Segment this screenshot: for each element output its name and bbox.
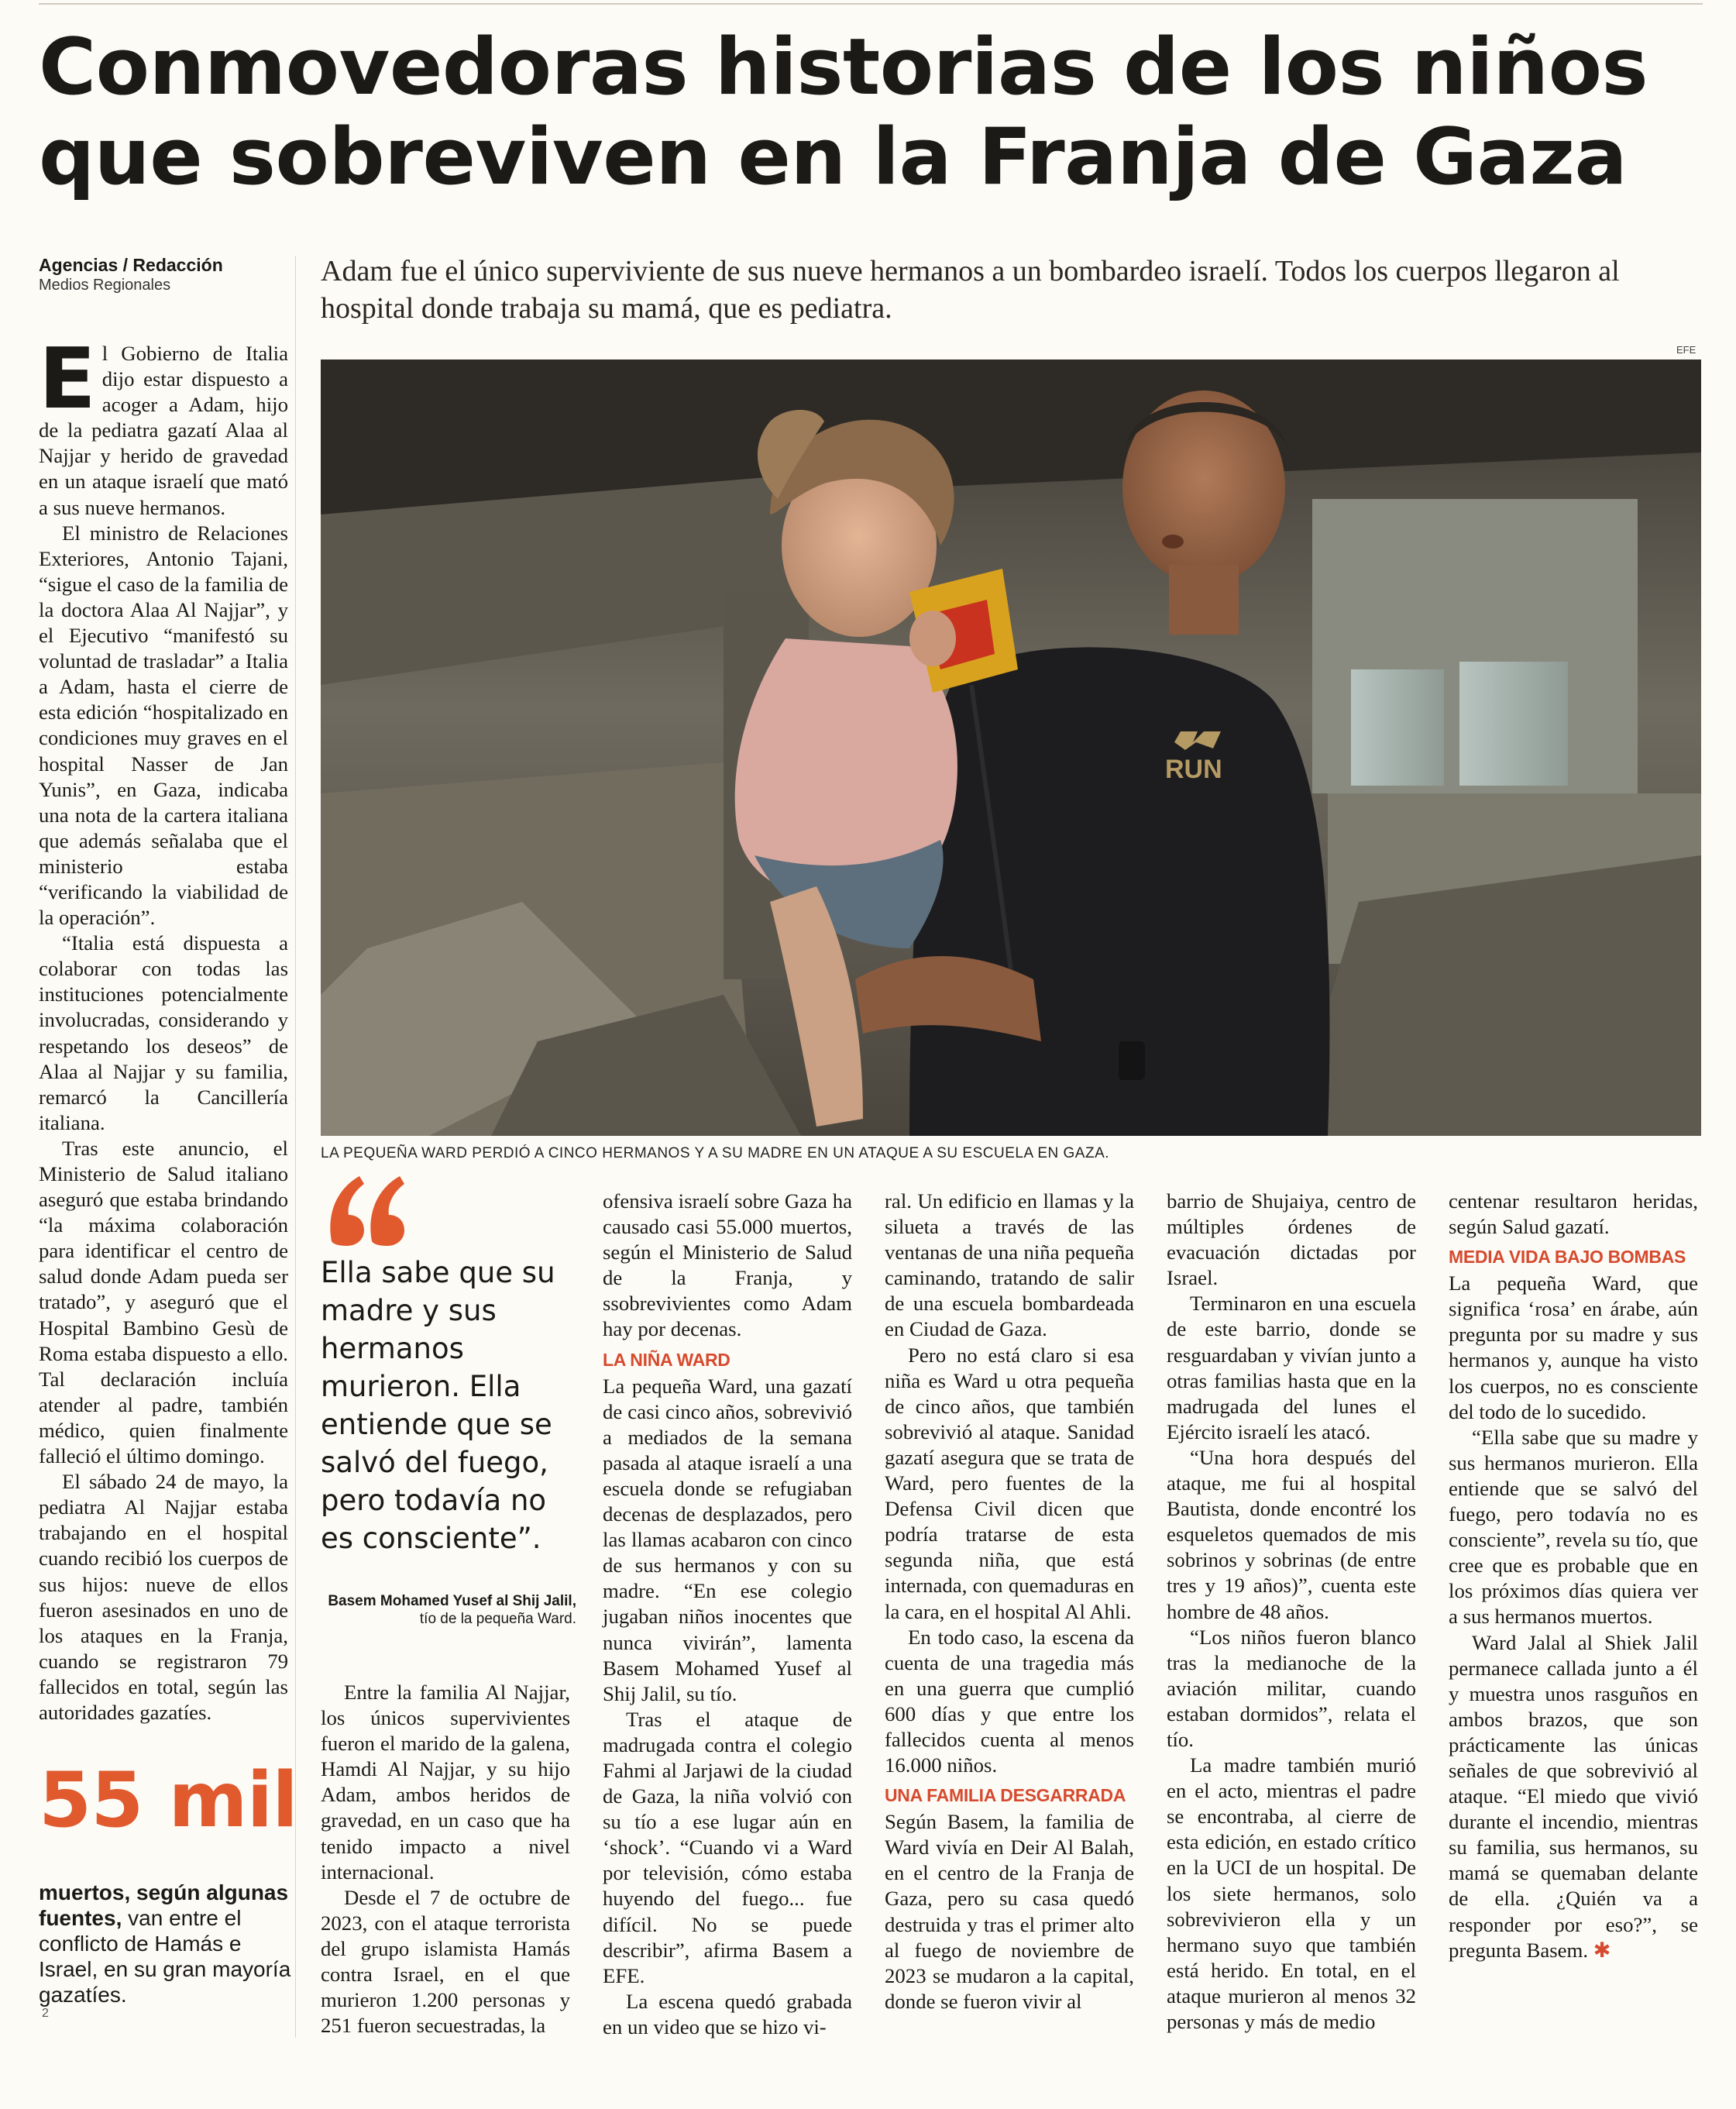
headline-line-2: que sobreviven en la Franja de Gaza xyxy=(39,111,1628,202)
stat-number: 55 mil xyxy=(39,1756,297,1845)
headline xyxy=(39,22,1712,201)
paragraph: Tras este anuncio, el Ministerio de Salud italiano aseguró que estaba brindando “la máxima colaboración para identificar el centro de salud donde Adam pueda ser tratado”, y aseguró que el Hospital Bambino Gesù de Roma estaba dispuesto a ello. Tal declaración incluía atender al padre, también médico, quien finalmente falleció el último domingo. xyxy=(39,1136,288,1468)
paragraph xyxy=(1449,1630,1698,1963)
paragraph: “Una hora después del ataque, me fui al hospital Bautista, donde encontré los esqueletos quemados de mis sobrinos y sobrinas (de entre tres y 19 años)”, cuenta este hombre de 48 años. xyxy=(1167,1445,1416,1623)
paragraph: La pequeña Ward, que significa ‘rosa’ en árabe, aún pregunta por su madre y sus hermanos y, aunque ha visto los cuerpos, no es consciente del todo de lo sucedido. xyxy=(1449,1271,1698,1423)
paragraph: Tras el ataque de madrugada contra el colegio Fahmi al Jarjawi de la ciudad de Gaza, la niña volvió con su tío a ese lugar aún en ‘shock’. “Cuando vi a Ward por televisión, cómo estaba huyendo del fuego... fue difícil. No se puede describir”, afirma Basem a EFE. xyxy=(603,1707,852,1987)
main-photo xyxy=(321,360,1701,1136)
subhead: Adam fue el único superviviente de sus nueve hermanos a un bombardeo israelí. Todos los cuerpos llegaron al hospital donde trabaja su mamá, que es pediatra. xyxy=(321,255,1620,325)
paragraph: Desde el 7 de octubre de 2023, con el ataque terrorista del grupo islamista Hamás contra Israel, en el que murieron 1.200 personas y 251 fueron secuestradas, la xyxy=(321,1885,570,2038)
paragraph-text: l Gobierno de Italia dijo estar dispuesto a acoger a Adam, hijo de la pediatra gazatí Alaa al Najjar y herido de gravedad en un ataque israelí que mató a sus nueve hermanos. xyxy=(39,342,288,519)
paragraph: ral. Un edificio en llamas y la silueta a través de las ventanas de una niña pequeña caminando, tratando de salir de una escuela bombardeada en Ciudad de Gaza. xyxy=(885,1189,1134,1341)
photo-caption: LA PEQUEÑA WARD PERDIÓ A CINCO HERMANOS Y A SU MADRE EN UN ATAQUE A SU ESCUELA EN GAZA. xyxy=(321,1145,1110,1161)
paragraph: En todo caso, la escena da cuenta de una tragedia más en una guerra que cumplió 600 días y que entre los fallecidos cuenta al menos 16.000 niños. xyxy=(885,1625,1134,1777)
quote-mark-icon xyxy=(325,1170,411,1247)
quote-author: Basem Mohamed Yusef al Shij Jalil, xyxy=(328,1593,576,1609)
paragraph: “Italia está dispuesta a colaborar con todas las instituciones potencialmente involucradas, considerando y respetando los deseos” de Alaa al Najjar y su familia, remarcó la Cancillería italiana. xyxy=(39,931,288,1134)
top-rule xyxy=(39,3,1703,5)
end-mark-icon: ✱ xyxy=(1593,1938,1611,1962)
stat-description xyxy=(39,1880,294,2008)
paragraph xyxy=(39,331,288,521)
article-column-6 xyxy=(1449,1189,1698,1963)
paragraph: “Ella sabe que su madre y sus hermanos murieron. Ella entiende que se salvó del fuego, pero todavía no es consciente”, revela su tío, que cree que es probable que en los próximos días quiera ver a sus hermanos muertos. xyxy=(1449,1425,1698,1629)
section-heading: LA NIÑA WARD xyxy=(603,1349,730,1370)
paragraph: La escena quedó grabada en un video que se hizo vi- xyxy=(603,1989,852,2038)
article-column-4 xyxy=(885,1189,1134,2014)
byline-author: Agencias / Redacción xyxy=(39,255,223,275)
drop-cap: E xyxy=(39,331,96,428)
stat-desc-bold: muertos, según algunas fuentes, xyxy=(39,1880,289,1930)
photo-credit: EFE xyxy=(1676,344,1696,356)
paragraph: Pero no está claro si esa niña es Ward u otra pequeña de cinco años, que también sobrevivió al ataque. Sanidad gazatí asegura que se trata de Ward, pero fuentes de la Defensa Civil dicen que podría tratarse de esta segunda niña, que está internada, con quemaduras en la cara, en el hospital Al Ahli. xyxy=(885,1343,1134,1623)
pull-quote: Ella sabe que su madre y sus hermanos murieron. Ella entiende que se salvó del fuego, pero todavía no es consciente”. xyxy=(321,1256,555,1555)
paragraph: El ministro de Relaciones Exteriores, Antonio Tajani, “sigue el caso de la familia de la doctora Alaa Al Najjar”, y el Ejecutivo “manifestó su voluntad de trasladar” a Italia a Adam, hasta el cierre de esta edición “hospitalizado en condiciones muy graves en el hospital Nasser de Jan Yunis”, en Gaza, indicaba una nota de la cartera italiana que además señalaba que el ministerio estaba “verificando la viabilidad de la operación”. xyxy=(39,521,288,930)
photo-illustration xyxy=(321,360,1701,1136)
byline-outlet: Medios Regionales xyxy=(39,277,171,294)
paragraph: barrio de Shujaiya, centro de múltiples órdenes de evacuación dictadas por Israel. xyxy=(1167,1189,1416,1290)
headline-line-1: Conmovedoras historias de los niños xyxy=(39,21,1648,112)
paragraph-text: Ward Jalal al Shiek Jalil permanece callada junto a él y muestra unos rasguños en ambos brazos, que son prácticamente las únicas señales de que sobrevivió al ataque. “El miedo que vivió durante el incendio, mientras su familia, sus hermanos, su mamá se quemaban delante de ella. ¿Quién va a responder por eso?”, se pregunta Basem. xyxy=(1449,1630,1698,1962)
stat-desc-rest: van entre el conflicto de Hamás e Israel, en su gran mayoría gazatíes. xyxy=(39,1906,291,2007)
byline xyxy=(39,254,294,294)
paragraph: centenar resultaron heridas, según Salud gazatí. xyxy=(1449,1189,1698,1239)
pull-quote-attribution xyxy=(321,1592,576,1628)
quote-author-role: tío de la pequeña Ward. xyxy=(419,1611,576,1627)
article-column-3 xyxy=(603,1189,852,2040)
article-column-2 xyxy=(321,1680,570,2038)
section-heading: UNA FAMILIA DESGARRADA xyxy=(885,1785,1126,1806)
paragraph: “Los niños fueron blanco tras la medianoche de la aviación militar, cuando estaban dormidos”, relata el tío. xyxy=(1167,1625,1416,1751)
paragraph: La pequeña Ward, una gazatí de casi cinco años, sobrevivió a mediados de la semana pasada al ataque israelí a una escuela donde se refugiaban decenas de desplazados, pero las llamas acabaron con cinco de sus hermanos y con su madre. “En ese colegio jugaban niños inocentes que nunca vivirán”, lamenta Basem Mohamed Yusef al Shij Jalil, su tío. xyxy=(603,1374,852,1705)
paragraph: Entre la familia Al Najjar, los únicos supervivientes fueron el marido de la galena, Hamdi Al Najjar, y su hijo Adam, ambos heridos de gravedad, en un caso que ha tenido impacto a nivel internacional. xyxy=(321,1681,570,1884)
paragraph: La madre también murió en el acto, mientras el padre se encontraba, al cierre de esta edición, en estado crítico en la UCI de un hospital. De los siete hermanos, solo sobrevivieron ella y un hermano suyo que también está herido. En total, en el ataque murieron al menos 32 personas y más de medio xyxy=(1167,1753,1416,2033)
article-column-5 xyxy=(1167,1189,1416,2035)
shirt-text: RUN xyxy=(1165,755,1222,784)
page-number: 2 xyxy=(42,2007,49,2020)
paragraph: Según Basem, la familia de Ward vivía en Deir Al Balah, en el centro de la Franja de Gaza, pero su casa quedó destruida y tras el primer alto al fuego de noviembre de 2023 se mudaron a la capital, donde se fueron vivir al xyxy=(885,1810,1134,2013)
paragraph: ofensiva israelí sobre Gaza ha causado casi 55.000 muertos, según el Ministerio de Salud de la Franja, y ssobrevivientes como Adam hay por decenas. xyxy=(603,1189,852,1341)
article-column-1 xyxy=(39,331,288,1725)
paragraph: El sábado 24 de mayo, la pediatra Al Najjar estaba trabajando en el hospital cuando recibió los cuerpos de sus hijos: nueve de ellos fueron asesinados en uno de los ataques en la Franja, cuando se registraron 79 fallecidos en total, según las autoridades gazatíes. xyxy=(39,1470,288,1724)
paragraph: Terminaron en una escuela de este barrio, donde se resguardaban y vivían junto a otras familias hasta que en la madrugada del lunes el Ejército israelí les atacó. xyxy=(1167,1292,1416,1443)
section-heading: MEDIA VIDA BAJO BOMBAS xyxy=(1449,1247,1686,1268)
